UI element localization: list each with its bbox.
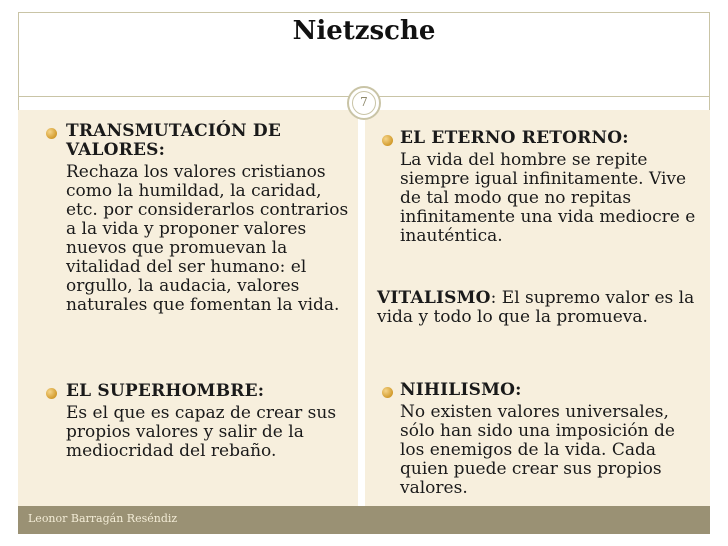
- section-eterno-retorno: [400, 129, 700, 246]
- section-vitalismo: [377, 289, 697, 327]
- vitalismo-text: : El supremo valor es la vida y todo lo que la promueva.: [377, 288, 695, 327]
- vitalismo-term: VITALISMO: [377, 288, 491, 308]
- footer-author: Leonor Barragán Reséndiz: [28, 512, 178, 525]
- bullet-icon: [46, 128, 57, 139]
- section-nihilismo: [400, 381, 700, 498]
- slide-title: Nietzsche: [292, 16, 436, 46]
- section-heading: EL SUPERHOMBRE:: [66, 381, 265, 401]
- bullet-icon: [46, 388, 57, 399]
- section-transmutacion: [66, 122, 356, 315]
- section-body: Rechaza los valores cristianos como la humildad, la caridad, etc. por considerarlos contrarios a la vida y proponer valores nuevos que promuevan la vitalidad del ser humano: el orgullo, la audacia, valores naturales que fomentan la vida.: [66, 162, 349, 315]
- section-heading: EL ETERNO RETORNO:: [400, 128, 629, 148]
- section-heading: NIHILISMO:: [400, 380, 522, 400]
- section-body: La vida del hombre se repite siempre igual infinitamente. Vive de tal modo que no repitas infinitamente una vida mediocre e inauténtica.: [400, 150, 696, 246]
- page-number-badge: 7: [347, 86, 381, 120]
- section-body: No existen valores universales, sólo han sido una imposición de los enemigos de la vida. Cada quien puede crear sus propios valores.: [400, 402, 675, 498]
- bullet-icon: [382, 135, 393, 146]
- section-body: Es el que es capaz de crear sus propios valores y salir de la mediocridad del rebaño.: [66, 403, 337, 461]
- bullet-icon: [382, 387, 393, 398]
- section-superhombre: [66, 382, 356, 461]
- section-heading: TRANSMUTACIÓN DE VALORES:: [66, 121, 281, 160]
- footer-bar: [18, 506, 710, 534]
